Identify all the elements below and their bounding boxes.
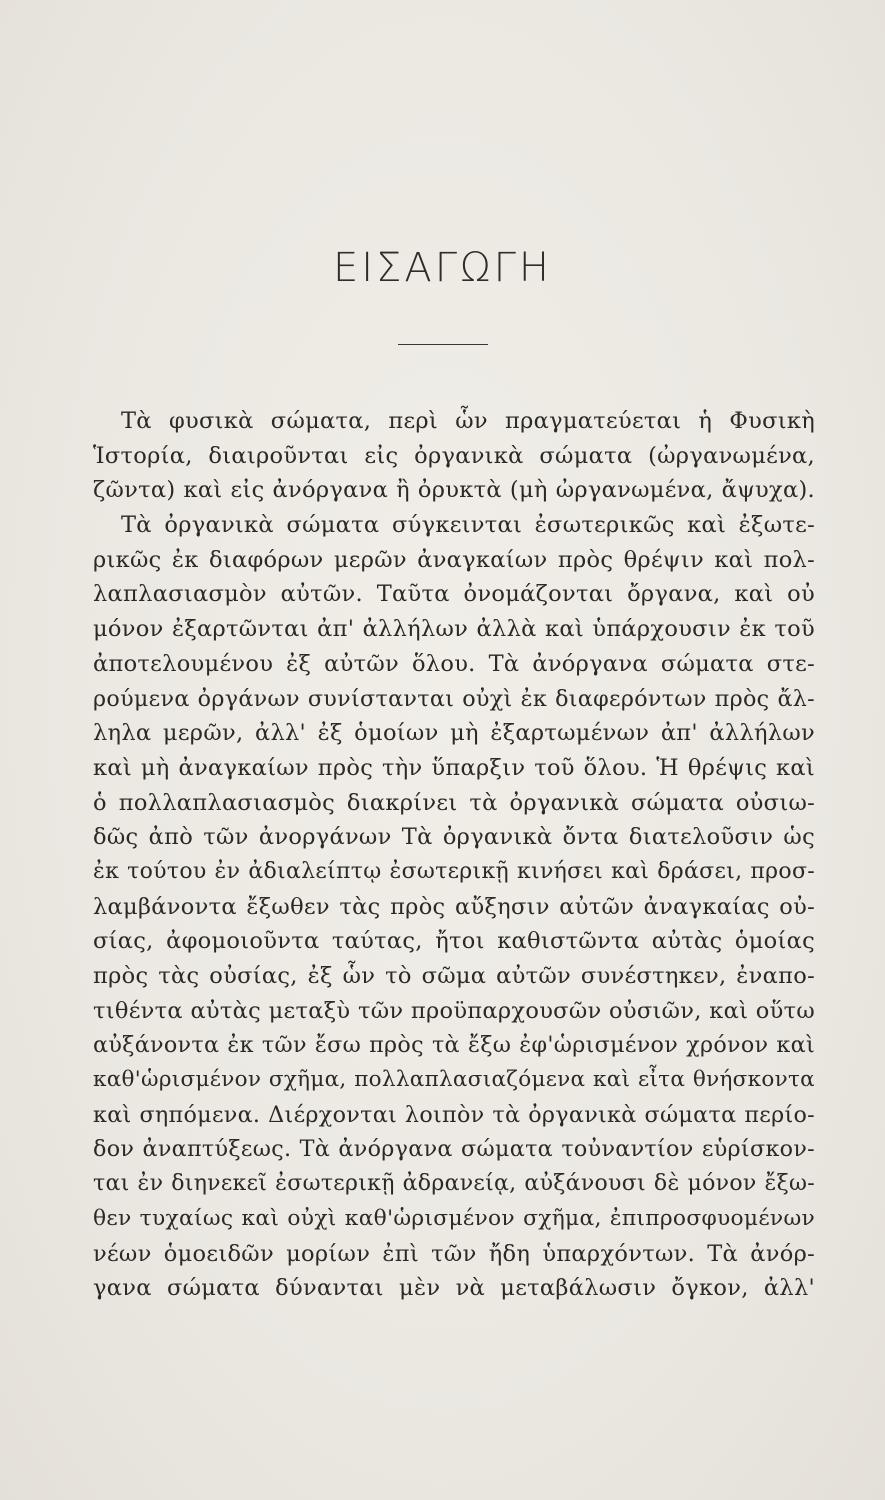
text-line: ἀποτελουμένου ἐξ αὐτῶν ὅλου. Τὰ ἀνόργανα σώματα στε- [93, 650, 815, 677]
text-line: γανα σώματα δύνανται μὲν νὰ μεταβάλωσιν ὄγκον, ἀλλ' [93, 1275, 815, 1302]
text-line: ρούμενα ὀργάνων συνίστανται οὐχὶ ἐκ διαφερόντων πρὸς ἄλ- [93, 685, 815, 712]
text-line: ἐκ τούτου ἐν ἀδιαλείπτῳ ἐσωτερικῇ κινήσει καὶ δράσει, προσ- [93, 858, 815, 884]
chapter-title: ΕΙΣΑΓΩΓΗ [333, 245, 552, 291]
text-line: Τὰ ὀργανικὰ σώματα σύγκεινται ἐσωτερικῶς καὶ ἐξωτε- [121, 512, 815, 539]
text-line: ζῶντα) καὶ εἰς ἀνόργανα ἢ ὀρυκτὰ (μὴ ὠργανωμένα, ἄψυχα). [93, 477, 815, 504]
text-line: ρικῶς ἐκ διαφόρων μερῶν ἀναγκαίων πρὸς θρέψιν καὶ πολ- [93, 546, 815, 573]
text-line: μόνον ἐξαρτῶνται ἀπ' ἀλλήλων ἀλλὰ καὶ ὑπάρχουσιν ἐκ τοῦ [93, 616, 815, 643]
text-line: τιθέντα αὐτὰς μεταξὺ τῶν προϋπαρχουσῶν οὐσιῶν, καὶ οὕτω [93, 997, 815, 1024]
text-line: Ἱστορία, διαιροῦνται εἰς ὀργανικὰ σώματα (ὠργανωμένα, [93, 442, 815, 469]
text-line: καὶ μὴ ἀναγκαίων πρὸς τὴν ὕπαρξιν τοῦ ὅλου. Ἡ θρέψις καὶ [93, 754, 815, 781]
text-line: νέων ὁμοειδῶν μορίων ἐπὶ τῶν ἤδη ὑπαρχόντων. Τὰ ἀνόρ- [93, 1240, 815, 1267]
text-line: πρὸς τὰς οὐσίας, ἐξ ὧν τὸ σῶμα αὐτῶν συνέστηκεν, ἐναπο- [93, 963, 815, 989]
text-line: καὶ σηπόμενα. Διέρχονται λοιπὸν τὰ ὀργανικὰ σώματα περίο- [93, 1101, 815, 1128]
text-line: σίας, ἀφομοιοῦντα ταύτας, ἤτοι καθιστῶντα αὐτὰς ὁμοίας [93, 928, 815, 955]
text-line: ληλα μερῶν, ἀλλ' ἐξ ὁμοίων μὴ ἐξαρτωμένων ἀπ' ἀλλήλων [93, 720, 815, 747]
text-line: λαμβάνοντα ἔξωθεν τὰς πρὸς αὔξησιν αὐτῶν ἀναγκαίας οὐ- [93, 893, 815, 920]
text-line: δῶς ἀπὸ τῶν ἀνοργάνων Τὰ ὀργανικὰ ὄντα διατελοῦσιν ὡς [93, 824, 815, 851]
text-line: αὐξάνοντα ἐκ τῶν ἔσω πρὸς τὰ ἔξω ἐφ'ὡρισμένον χρόνον καὶ [93, 1032, 815, 1059]
text-line: ται ἐν διηνεκεῖ ἐσωτερικῇ ἀδρανείᾳ, αὐξάνουσι δὲ μόνον ἔξω- [93, 1171, 815, 1197]
text-line: Τὰ φυσικὰ σώματα, περὶ ὧν πραγματεύεται ἡ Φυσικὴ [121, 408, 815, 434]
body-text [93, 404, 815, 1306]
text-line: ὁ πολλαπλασιασμὸς διακρίνει τὰ ὀργανικὰ σώματα οὐσιω- [93, 789, 815, 816]
text-line: καθ'ὡρισμένον σχῆμα, πολλαπλασιαζόμενα καὶ εἶτα θνήσκοντα [93, 1067, 815, 1093]
text-line: λαπλασιασμὸν αὐτῶν. Ταῦτα ὀνομάζονται ὄργανα, καὶ οὐ [93, 581, 815, 608]
text-line: δον ἀναπτύξεως. Τὰ ἀνόργανα σώματα τοὐναντίον εὑρίσκον- [93, 1136, 815, 1163]
title-divider [398, 344, 488, 345]
text-line: θεν τυχαίως καὶ οὐχὶ καθ'ὡρισμένον σχῆμα, ἐπιπροσφυομένων [93, 1205, 815, 1231]
